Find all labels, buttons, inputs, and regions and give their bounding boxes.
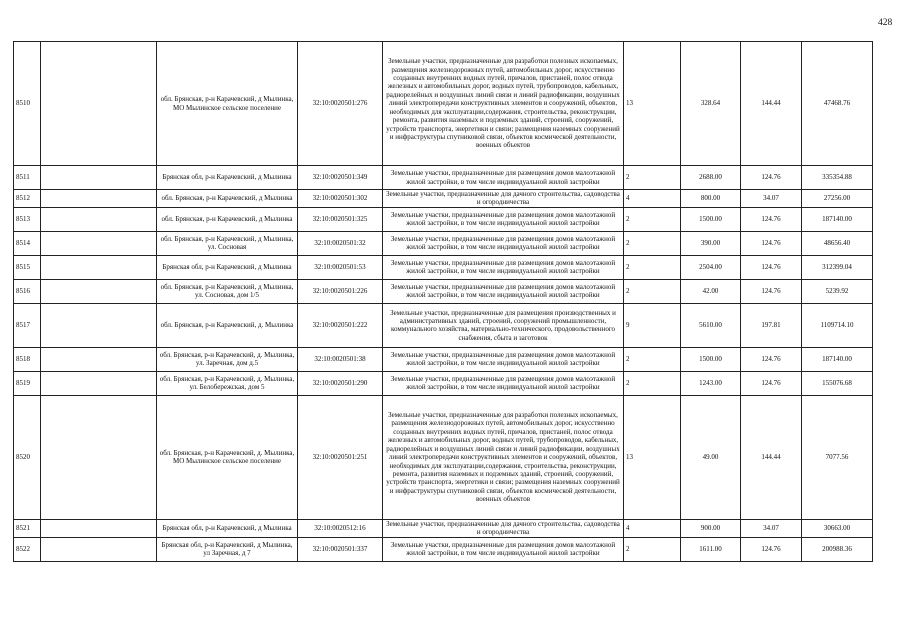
land-use-cell: Земельные участки, предназначенные для размещения домов малоэтажной жилой застройки, в том числе индивидуальной жилой застройки	[383, 371, 624, 395]
rate-cell: 124.76	[741, 166, 802, 190]
address-cell: обл. Брянская, р-н Карачевский, д Мылинка, МО Мылинское сельское поселение	[157, 42, 298, 166]
cadastral-number-cell: 32:10:0020501:276	[298, 42, 383, 166]
table-row	[14, 537, 873, 561]
address-cell: Брянская обл, р-н Карачевский, д Мылинка	[157, 255, 298, 279]
row-number: 8514	[14, 231, 41, 255]
land-use-cell: Земельные участки, предназначенные для размещения домов малоэтажной жилой застройки, в том числе индивидуальной жилой застройки	[383, 207, 624, 231]
use-code-cell: 13	[624, 42, 681, 166]
area-cell: 1611.00	[681, 537, 741, 561]
table-row	[14, 371, 873, 395]
cadastral-value-cell: 200988.36	[802, 537, 873, 561]
row-number: 8520	[14, 395, 41, 519]
address-cell: обл. Брянская, р-н Карачевский, д Мылинка, ул. Сосновая	[157, 231, 298, 255]
table-row	[14, 42, 873, 166]
cadastral-value-cell: 155076.68	[802, 371, 873, 395]
cadastral-value-cell: 187140.00	[802, 207, 873, 231]
rate-cell: 124.76	[741, 279, 802, 303]
row-number: 8517	[14, 303, 41, 347]
table-row	[14, 231, 873, 255]
use-code-cell: 2	[624, 255, 681, 279]
table-row	[14, 347, 873, 371]
cadastral-number-cell: 32:10:0020501:226	[298, 279, 383, 303]
rate-cell: 124.76	[741, 231, 802, 255]
area-cell: 1243.00	[681, 371, 741, 395]
area-cell: 390.00	[681, 231, 741, 255]
row-number: 8512	[14, 190, 41, 208]
spacer-cell	[41, 207, 157, 231]
land-use-cell: Земельные участки, предназначенные для размещения домов малоэтажной жилой застройки, в том числе индивидуальной жилой застройки	[383, 347, 624, 371]
land-use-cell: Земельные участки, предназначенные для размещения домов малоэтажной жилой застройки, в том числе индивидуальной жилой застройки	[383, 255, 624, 279]
cadastral-number-cell: 32:10:0020501:32	[298, 231, 383, 255]
area-cell: 328.64	[681, 42, 741, 166]
spacer-cell	[41, 231, 157, 255]
rate-cell: 124.76	[741, 347, 802, 371]
use-code-cell: 2	[624, 166, 681, 190]
spacer-cell	[41, 303, 157, 347]
spacer-cell	[41, 395, 157, 519]
table-row	[14, 279, 873, 303]
table-row	[14, 166, 873, 190]
spacer-cell	[41, 371, 157, 395]
area-cell: 5610.00	[681, 303, 741, 347]
land-use-cell: Земельные участки, предназначенные для размещения домов малоэтажной жилой застройки, в том числе индивидуальной жилой застройки	[383, 279, 624, 303]
use-code-cell: 2	[624, 279, 681, 303]
address-cell: Брянская обл, р-н Карачевский, д Мылинка, ул Заречная, д 7	[157, 537, 298, 561]
cadastral-number-cell: 32:10:0020501:251	[298, 395, 383, 519]
cadastral-value-cell: 27256.00	[802, 190, 873, 208]
rate-cell: 144.44	[741, 395, 802, 519]
cadastral-value-cell: 30663.00	[802, 519, 873, 537]
rate-cell: 34.07	[741, 519, 802, 537]
address-cell: обл. Брянская, р-н Карачевский, д. Мылинка, ул. Заречная, дом д.5	[157, 347, 298, 371]
land-use-cell: Земельные участки, предназначенные для размещения домов малоэтажной жилой застройки, в том числе индивидуальной жилой застройки	[383, 231, 624, 255]
row-number: 8519	[14, 371, 41, 395]
cadastral-value-cell: 48656.40	[802, 231, 873, 255]
address-cell: обл. Брянская, р-н Карачевский, д Мылинка	[157, 190, 298, 208]
rate-cell: 34.07	[741, 190, 802, 208]
rate-cell: 144.44	[741, 42, 802, 166]
table-row	[14, 303, 873, 347]
address-cell: обл. Брянская, р-н Карачевский, д. Мылинка, ул. Белобережская, дом 5	[157, 371, 298, 395]
cadastral-number-cell: 32:10:0020501:222	[298, 303, 383, 347]
area-cell: 49.00	[681, 395, 741, 519]
cadastral-value-cell: 7077.56	[802, 395, 873, 519]
address-cell: обл. Брянская, р-н Карачевский, д. Мылинка, МО Мылинское сельское поселение	[157, 395, 298, 519]
land-use-cell: Земельные участки, предназначенные для размещения производственных и административных зданий, строений, сооружений промышленности, коммунального хозяйства, материально-технического, продовольственного снабжения, сбыта и заготовок	[383, 303, 624, 347]
row-number: 8516	[14, 279, 41, 303]
cadastral-number-cell: 32:10:0020501:302	[298, 190, 383, 208]
use-code-cell: 4	[624, 519, 681, 537]
page-number: 428	[878, 18, 893, 28]
spacer-cell	[41, 190, 157, 208]
land-use-cell: Земельные участки, предназначенные для размещения домов малоэтажной жилой застройки, в том числе индивидуальной жилой застройки	[383, 537, 624, 561]
cadastral-number-cell: 32:10:0020501:337	[298, 537, 383, 561]
address-cell: Брянская обл, р-н Карачевский, д Мылинка	[157, 166, 298, 190]
table-row	[14, 207, 873, 231]
spacer-cell	[41, 347, 157, 371]
spacer-cell	[41, 255, 157, 279]
rate-cell: 124.76	[741, 207, 802, 231]
land-registry-table	[13, 41, 873, 562]
address-cell: Брянская обл, р-н Карачевский, д Мылинка	[157, 519, 298, 537]
land-use-cell: Земельные участки, предназначенные для размещения домов малоэтажной жилой застройки, в том числе индивидуальной жилой застройки	[383, 166, 624, 190]
cadastral-number-cell: 32:10:0020501:290	[298, 371, 383, 395]
table-row	[14, 395, 873, 519]
rate-cell: 124.76	[741, 255, 802, 279]
use-code-cell: 2	[624, 371, 681, 395]
land-use-cell: Земельные участки, предназначенные для разработки полезных ископаемых, размещения железнодорожных путей, автомобильных дорог, искусственно созданных внутренних водных путей, причалов, пристаней, полос отвода железных и автомобильных дорог, водных путей, трубопроводов, кабельных, радиорелейных и воздушных линий связи и линий радиофикации, воздушных линий электропередачи конструктивных элементов и сооружений, объектов, необходимых для эксплуатации,содержания, строительства, реконструкции, ремонта, развития наземных и подземных зданий, строений, сооружений, устройств транспорта, энергетики и связи; размещения наземных сооружений и инфраструктуры спутниковой связи, объектов космической деятельности, военных объектов	[383, 42, 624, 166]
cadastral-value-cell: 47468.76	[802, 42, 873, 166]
address-cell: обл. Брянская, р-н Карачевский, д. Мылинка	[157, 303, 298, 347]
cadastral-number-cell: 32:10:0020501:325	[298, 207, 383, 231]
spacer-cell	[41, 537, 157, 561]
land-use-cell: Земельные участки, предназначенные для разработки полезных ископаемых, размещения железнодорожных путей, автомобильных дорог, искусственно созданных внутренних водных путей, причалов, пристаней, полос отвода железных и автомобильных дорог, водных путей, трубопроводов, кабельных, радиорелейных и воздушных линий связи и линий радиофикации, воздушных линий электропередачи конструктивных элементов и сооружений, объектов, необходимых для эксплуатации,содержания, строительства, реконструкции, ремонта, развития наземных и подземных зданий, строений, сооружений, устройств транспорта, энергетики и связи; размещения наземных сооружений и инфраструктуры спутниковой связи, объектов космической деятельности, военных объектов	[383, 395, 624, 519]
spacer-cell	[41, 166, 157, 190]
land-use-cell: Земельные участки, предназначенные для дачного строительства, садоводства и огородничества	[383, 519, 624, 537]
table-row	[14, 190, 873, 208]
row-number: 8515	[14, 255, 41, 279]
area-cell: 1500.00	[681, 207, 741, 231]
cadastral-number-cell: 32:10:0020501:53	[298, 255, 383, 279]
cadastral-number-cell: 32:10:0020501:38	[298, 347, 383, 371]
area-cell: 2504.00	[681, 255, 741, 279]
row-number: 8513	[14, 207, 41, 231]
area-cell: 900.00	[681, 519, 741, 537]
land-use-cell: Земельные участки, предназначенные для дачного строительства, садоводства и огородничества	[383, 190, 624, 208]
table-row	[14, 519, 873, 537]
use-code-cell: 9	[624, 303, 681, 347]
cadastral-value-cell: 312399.04	[802, 255, 873, 279]
area-cell: 1500.00	[681, 347, 741, 371]
area-cell: 42.00	[681, 279, 741, 303]
rate-cell: 124.76	[741, 371, 802, 395]
use-code-cell: 2	[624, 347, 681, 371]
cadastral-value-cell: 187140.00	[802, 347, 873, 371]
row-number: 8522	[14, 537, 41, 561]
use-code-cell: 2	[624, 207, 681, 231]
spacer-cell	[41, 519, 157, 537]
use-code-cell: 2	[624, 537, 681, 561]
row-number: 8521	[14, 519, 41, 537]
row-number: 8518	[14, 347, 41, 371]
cadastral-value-cell: 5239.92	[802, 279, 873, 303]
address-cell: обл. Брянская, р-н Карачевский, д Мылинка, ул. Сосновая, дом 1/5	[157, 279, 298, 303]
cadastral-value-cell: 335354.88	[802, 166, 873, 190]
cadastral-number-cell: 32:10:0020501:349	[298, 166, 383, 190]
use-code-cell: 13	[624, 395, 681, 519]
cadastral-number-cell: 32:10:0020512:16	[298, 519, 383, 537]
table-row	[14, 255, 873, 279]
use-code-cell: 2	[624, 231, 681, 255]
rate-cell: 124.76	[741, 537, 802, 561]
address-cell: обл. Брянская, р-н Карачевский, д Мылинка	[157, 207, 298, 231]
spacer-cell	[41, 42, 157, 166]
row-number: 8511	[14, 166, 41, 190]
cadastral-value-cell: 1109714.10	[802, 303, 873, 347]
spacer-cell	[41, 279, 157, 303]
rate-cell: 197.81	[741, 303, 802, 347]
row-number: 8510	[14, 42, 41, 166]
area-cell: 2688.00	[681, 166, 741, 190]
use-code-cell: 4	[624, 190, 681, 208]
area-cell: 800.00	[681, 190, 741, 208]
